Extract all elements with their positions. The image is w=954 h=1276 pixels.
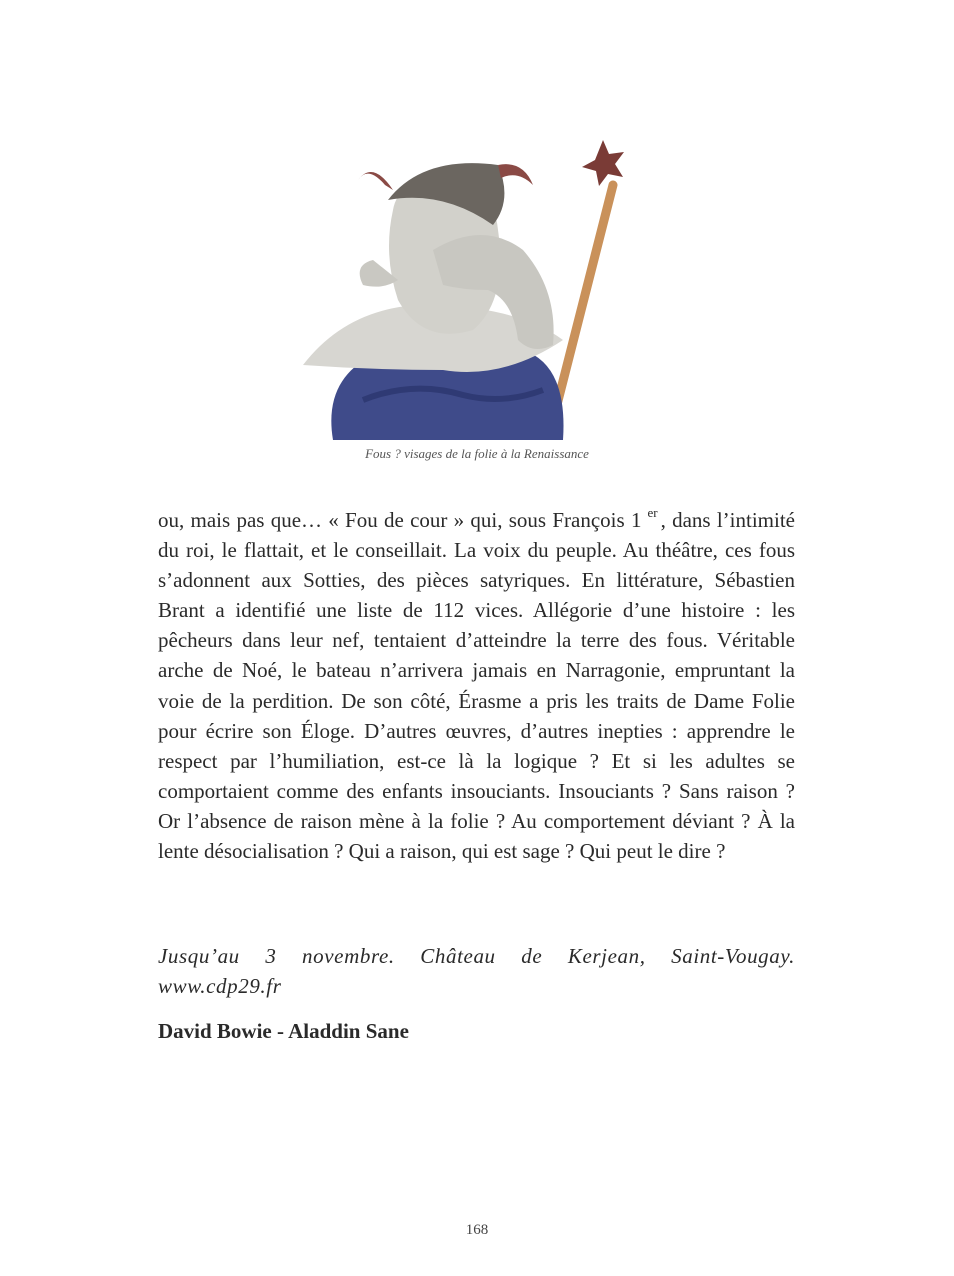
page-number: 168 [465,1222,489,1238]
paragraph-text-start: ou, mais pas que… « Fou de cour » qui, sous François 1 [158,508,642,532]
ordinal-superscript: er [647,505,658,520]
jester-sculpture-illustration [293,140,643,440]
article-paragraph [158,505,795,866]
paragraph-text-rest: , dans l’intimité du roi, le flattait, et le conseillait. La voix du peuple. Au théâtre, ces fous s’adonnent aux Sotties, des pièces satyriques. En littérature, Sébastien Brant a identifié une liste de 112 vices. Allégorie d’une histoire : les pêcheurs dans leur nef, tentaient d’atteindre la terre des fous. Véritable arche de Noé, le bateau n’arrivera jamais en Narragonie, empruntant la voie de la perdition. De son côté, Érasme a pris les traits de Dame Folie pour écrire son Éloge. D’autres œuvres, d’autres inepties : apprendre le respect par l’humiliation, est-ce là la logique ? Et si les adultes se comportaient comme des enfants insouciants. Insouciants ? Sans raison ? Or l’absence de raison mène à la folie ? Au comportement déviant ? À la lente désocialisation ? Qui a raison, qui est sage ? Qui peut le dire ? [158,508,795,864]
star-icon [582,140,624,186]
next-article-title: David Bowie - Aladdin Sane [158,1019,409,1043]
event-dates-line: Jusqu’au 3 novembre. Château de Kerjean, Saint-Vougay. www.cdp29.fr [158,944,795,998]
jester-sculpture-photo [293,140,643,440]
figure-caption: Fous ? visages de la folie à la Renaissance [365,446,589,461]
